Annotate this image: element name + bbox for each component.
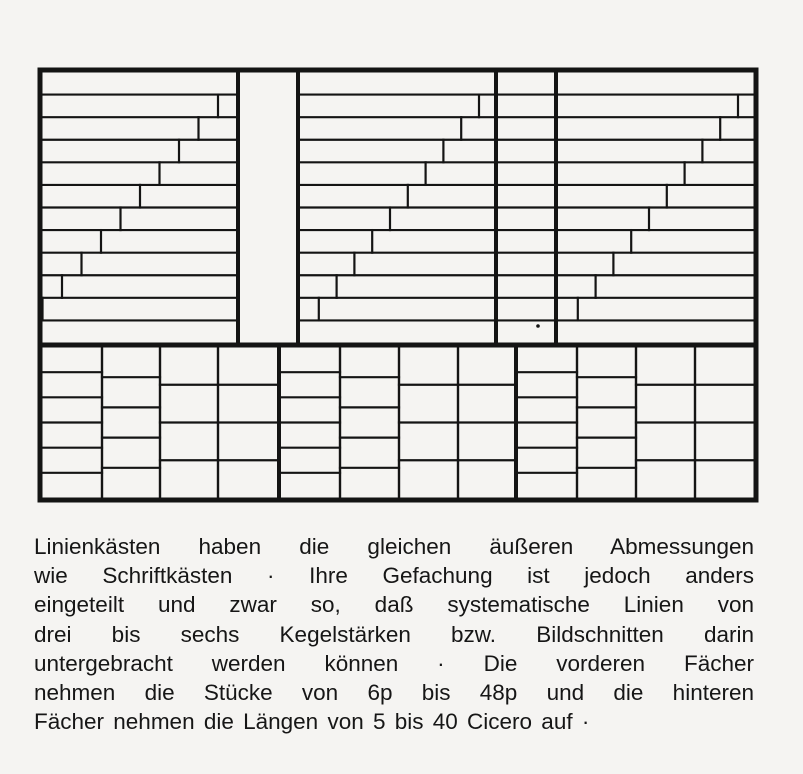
caption-line: drei bis sechs Kegelstärken bzw. Bildschnitten darin <box>34 621 754 647</box>
caption-line: wie Schriftkästen · Ihre Gefachung ist jedoch anders <box>34 563 754 589</box>
speck-mark <box>536 324 540 328</box>
caption-line: eingeteilt und zwar so, daß systematische Linien von <box>34 592 754 618</box>
back-left-section-compartments <box>42 95 236 321</box>
caption-line: Linienkästen haben die gleichen äußeren Abmessungen <box>34 534 754 559</box>
caption-line: untergebracht werden können · Die vorderen Fächer <box>34 650 754 676</box>
caption <box>34 532 754 736</box>
back-right-section-compartments <box>558 95 754 321</box>
caption-line: nehmen die Stücke von 6p bis 48p und die hinteren <box>34 680 754 706</box>
front-section-compartments <box>42 347 754 498</box>
back-middle-section-compartments <box>300 95 554 328</box>
caption-line: Fächer nehmen die Längen von 5 bis 40 Cicero auf · <box>34 709 590 735</box>
